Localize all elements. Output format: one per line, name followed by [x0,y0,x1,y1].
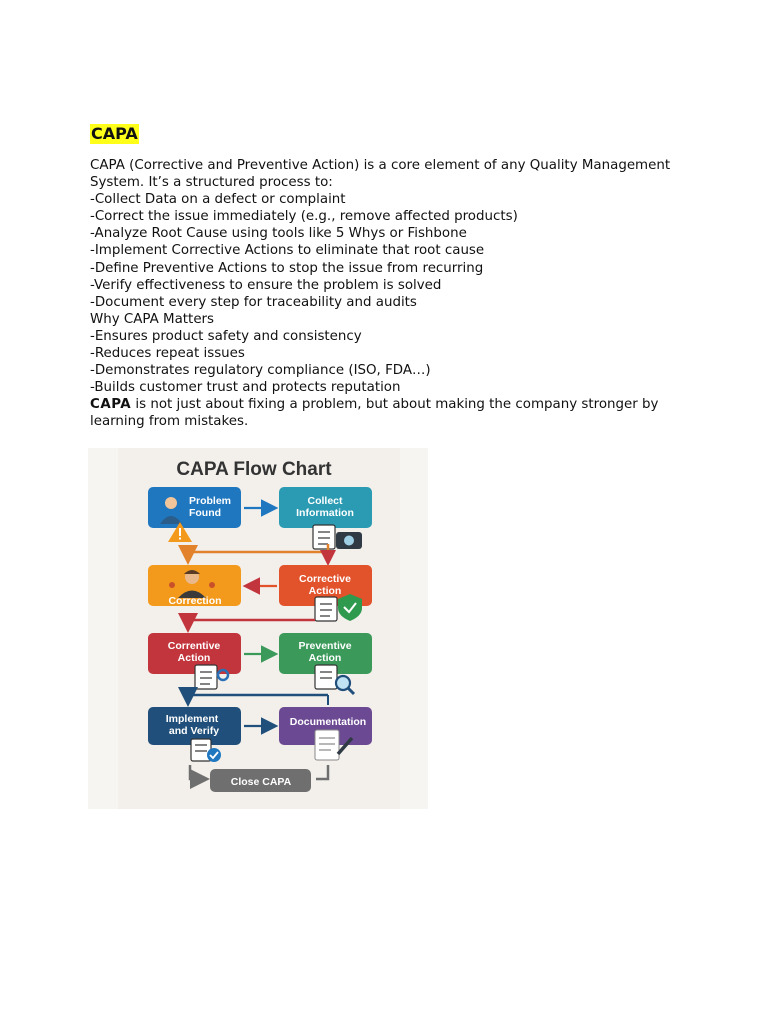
conclusion-line-2: learning from mistakes. [90,414,249,430]
step-item: -Verify effectiveness to ensure the problem is solved [90,277,442,293]
conclusion-bold: CAPA [90,397,132,413]
box-label: and Verify [168,725,220,737]
box-label: Documentation [289,716,367,728]
box-label: Preventive [298,640,352,652]
reason-item: -Demonstrates regulatory compliance (ISO, FDA…) [90,363,431,379]
box-label: Information [296,507,354,519]
intro-line-2: System. It’s a structured process to: [90,175,333,191]
box-label: Close CAPA [230,776,292,788]
capa-flow-chart-figure [88,448,428,809]
box-label: Corrective [299,573,351,585]
intro-line-1: CAPA (Corrective and Preventive Action) is a core element of any Quality Management [90,158,671,173]
why-heading: Why CAPA Matters [90,311,215,327]
box-label: Implement [165,713,219,725]
box-label: Action [177,652,211,664]
flow-chart-svg [88,448,428,809]
step-item: -Analyze Root Cause using tools like 5 Whys or Fishbone [90,226,467,242]
conclusion-rest: is not just about fixing a problem, but about making the company stronger by [131,397,659,413]
step-item: -Document every step for traceability and audits [90,294,417,310]
box-label: Collect [307,495,343,507]
step-item: -Define Preventive Actions to stop the issue from recurring [90,260,484,276]
figure-title: CAPA Flow Chart [176,459,332,480]
box-label: Found [188,507,222,519]
conclusion-line-1 [90,396,690,413]
step-item: -Collect Data on a defect or complaint [90,192,346,208]
box-label: Action [308,652,342,664]
reason-item: -Reduces repeat issues [90,346,245,362]
document-body [90,157,690,431]
box-label: Correntive [167,640,221,652]
reason-item: -Ensures product safety and consistency [90,328,362,344]
box-label: Correction [168,595,222,607]
document-heading: CAPA [91,124,138,143]
box-label: Problem [188,495,232,507]
step-item: -Implement Corrective Actions to eliminate that root cause [90,243,485,259]
step-item: -Correct the issue immediately (e.g., remove affected products) [90,209,518,225]
reason-item: -Builds customer trust and protects reputation [90,380,401,396]
box-label: Action [308,585,342,597]
